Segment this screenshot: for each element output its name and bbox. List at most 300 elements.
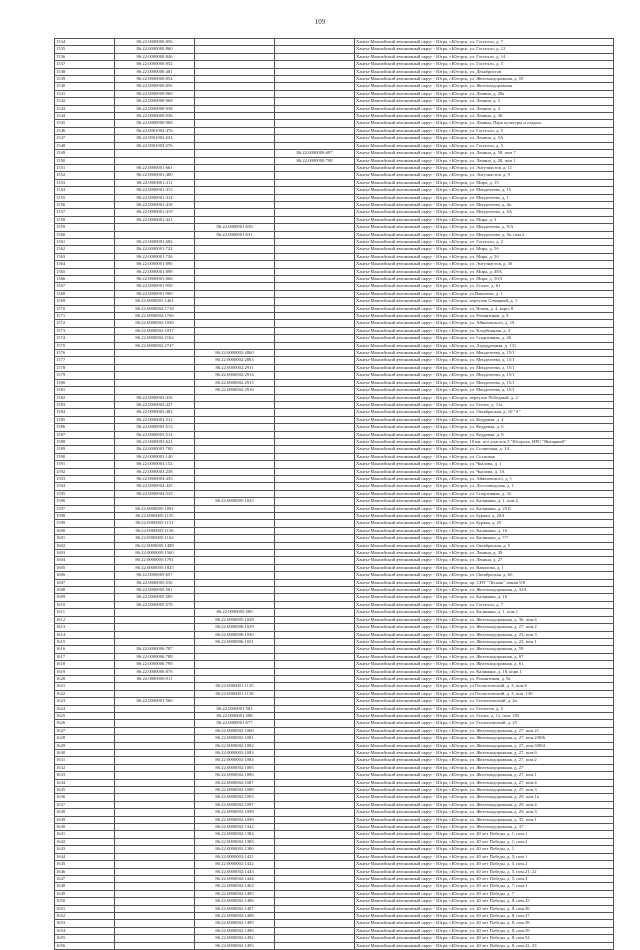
address-cell: Ханты-Мансийский автономный округ - Югра, г.Югорск, ул. Ленина, д. 39 bbox=[355, 550, 614, 557]
row-number-cell: 1652 bbox=[55, 912, 115, 919]
cadastral-number-cell: 86:22:0000001:413 bbox=[115, 187, 195, 194]
cadastral-number-cell bbox=[275, 61, 355, 68]
cadastral-number-cell bbox=[115, 231, 195, 238]
cadastral-number-cell bbox=[275, 942, 355, 949]
cadastral-number-cell: 86:22:0000001:950 bbox=[115, 283, 195, 290]
cadastral-number-cell bbox=[195, 157, 275, 164]
cadastral-number-cell bbox=[275, 187, 355, 194]
cadastral-number-cell bbox=[115, 616, 195, 623]
registry-table-body bbox=[55, 39, 614, 950]
row-number-cell: 1601 bbox=[55, 535, 115, 542]
cadastral-number-cell: 86:22:0000000:860 bbox=[115, 46, 195, 53]
cadastral-number-cell: 86:22:0000002:1093 bbox=[195, 794, 275, 801]
address-cell: Ханты-Мансийский автономный округ - Югра, г.Югорск, ул. 40 лет Победы, д. 8, пом.54 bbox=[355, 935, 614, 942]
cadastral-number-cell bbox=[115, 609, 195, 616]
row-number-cell: 1598 bbox=[55, 513, 115, 520]
table-row bbox=[55, 646, 614, 653]
row-number-cell: 1610 bbox=[55, 601, 115, 608]
cadastral-number-cell: 86:22:0000002:1087 bbox=[195, 779, 275, 786]
cadastral-number-cell bbox=[275, 113, 355, 120]
cadastral-number-cell bbox=[195, 39, 275, 46]
cadastral-number-cell bbox=[275, 424, 355, 431]
cadastral-number-cell: 86:22:0000001:419 bbox=[115, 209, 195, 216]
cadastral-number-cell bbox=[275, 594, 355, 601]
address-cell: Ханты-Мансийский автономный округ - Югра, г.Югорск, ул. Железнодорожная, д. 27, пом.3/004 bbox=[355, 742, 614, 749]
table-row bbox=[55, 283, 614, 290]
row-number-cell: 1569 bbox=[55, 298, 115, 305]
address-cell: Ханты-Мансийский автономный округ - Югра, г.Югорск, ул. Геолог, д. 11, пом. 185 bbox=[355, 712, 614, 719]
row-number-cell: 1642 bbox=[55, 838, 115, 845]
cadastral-number-cell: 86:22:0000002:1421 bbox=[195, 853, 275, 860]
address-cell: Ханты-Мансийский автономный округ - Югра, г.Югорск, ул. Менделеева, д. 9а, пом.2 bbox=[355, 231, 614, 238]
address-cell: Ханты-Мансийский автономный округ - Югра, г.Югорск, ул. 40 лет Победы, д. 5, пом.1 bbox=[355, 853, 614, 860]
cadastral-number-cell bbox=[195, 105, 275, 112]
row-number-cell: 1571 bbox=[55, 313, 115, 320]
table-row bbox=[55, 698, 614, 705]
cadastral-number-cell bbox=[195, 201, 275, 208]
cadastral-number-cell bbox=[195, 446, 275, 453]
cadastral-number-cell: 86:22:0000005:585 bbox=[115, 594, 195, 601]
cadastral-number-cell: 86:22:0000001:722 bbox=[115, 246, 195, 253]
cadastral-number-cell bbox=[195, 209, 275, 216]
cadastral-number-cell: 86:22:0000001:1135 bbox=[195, 683, 275, 690]
cadastral-number-cell bbox=[275, 638, 355, 645]
row-number-cell: 1592 bbox=[55, 468, 115, 475]
cadastral-number-cell: 86:22:0000003:482 bbox=[115, 409, 195, 416]
cadastral-number-cell bbox=[115, 809, 195, 816]
cadastral-number-cell bbox=[195, 216, 275, 223]
cadastral-number-cell bbox=[195, 98, 275, 105]
table-row bbox=[55, 557, 614, 564]
cadastral-number-cell: 86:22:0000002:1082 bbox=[195, 742, 275, 749]
table-row bbox=[55, 483, 614, 490]
cadastral-number-cell bbox=[195, 594, 275, 601]
cadastral-number-cell bbox=[195, 394, 275, 401]
address-cell: Ханты-Мансийский автономный округ - Югра, г.Югорск, ул. Энтузиастов, д. 3б bbox=[355, 261, 614, 268]
cadastral-number-cell: 86:22:0000001:411 bbox=[115, 179, 195, 186]
table-row bbox=[55, 705, 614, 712]
address-cell: Ханты-Мансийский автономный округ - Югра, г.Югорск, ул. Калинина, д. 16 bbox=[355, 527, 614, 534]
cadastral-number-cell bbox=[275, 875, 355, 882]
row-number-cell: 1575 bbox=[55, 342, 115, 349]
table-row bbox=[55, 505, 614, 512]
table-row bbox=[55, 453, 614, 460]
cadastral-number-cell: 86:22:0000006:790 bbox=[115, 661, 195, 668]
address-cell: Ханты-Мансийский автономный округ - Югра, г.Югорск, ул. Спортивная, д. 32 bbox=[355, 490, 614, 497]
table-row bbox=[55, 631, 614, 638]
row-number-cell: 1544 bbox=[55, 113, 115, 120]
row-number-cell: 1555 bbox=[55, 194, 115, 201]
table-row bbox=[55, 475, 614, 482]
cadastral-number-cell bbox=[195, 513, 275, 520]
table-row bbox=[55, 350, 614, 357]
address-cell: Ханты-Мансийский автономный округ - Югра, г.Югорск, ул. Романтиков, д. 9а bbox=[355, 675, 614, 682]
cadastral-number-cell bbox=[115, 157, 195, 164]
table-row bbox=[55, 461, 614, 468]
cadastral-number-cell bbox=[195, 335, 275, 342]
address-cell: Ханты-Мансийский автономный округ - Югра, г.Югорск, ул. Геологический, д. 25 bbox=[355, 720, 614, 727]
table-row bbox=[55, 809, 614, 816]
row-number-cell: 1564 bbox=[55, 261, 115, 268]
cadastral-number-cell bbox=[275, 861, 355, 868]
cadastral-number-cell: 86:22:0000006:787 bbox=[115, 646, 195, 653]
table-row bbox=[55, 83, 614, 90]
cadastral-number-cell bbox=[195, 135, 275, 142]
table-row bbox=[55, 127, 614, 134]
row-number-cell: 1581 bbox=[55, 387, 115, 394]
table-row bbox=[55, 727, 614, 734]
cadastral-number-cell: 86:22:0001002:476 bbox=[115, 127, 195, 134]
address-cell: Ханты-Мансийский автономный округ - Югра, г.Югорск, ул. Железнодорожная, д. 27 bbox=[355, 764, 614, 771]
address-cell: Ханты-Мансийский автономный округ - Югра, г.Югорск, ул. Кедровая, д. 4 bbox=[355, 416, 614, 423]
cadastral-number-cell bbox=[275, 201, 355, 208]
table-row bbox=[55, 498, 614, 505]
cadastral-number-cell bbox=[195, 587, 275, 594]
address-cell: Ханты-Мансийский автономный округ - Югра, г.Югорск, ул. Железнодорожная, д. 59 bbox=[355, 76, 614, 83]
row-number-cell: 1536 bbox=[55, 53, 115, 60]
cadastral-number-cell bbox=[195, 83, 275, 90]
table-row bbox=[55, 268, 614, 275]
address-cell: Ханты-Мансийский автономный округ - Югра, г.Югорск, ул. Ленина, д. 27 bbox=[355, 557, 614, 564]
row-number-cell: 1620 bbox=[55, 675, 115, 682]
table-row bbox=[55, 490, 614, 497]
cadastral-number-cell bbox=[115, 690, 195, 697]
cadastral-number-cell: 86:22:0000002:2915 bbox=[195, 379, 275, 386]
cadastral-number-cell bbox=[275, 216, 355, 223]
table-row bbox=[55, 90, 614, 97]
address-cell: Ханты-Мансийский автономный округ - Югра, г.Югорск, ул. Мира, д. 50/3 bbox=[355, 276, 614, 283]
address-cell: Ханты-Мансийский автономный округ - Югра, г.Югорск, ул. Гастелло, д. 7 bbox=[355, 601, 614, 608]
row-number-cell: 1583 bbox=[55, 401, 115, 408]
table-row bbox=[55, 187, 614, 194]
cadastral-number-cell bbox=[195, 90, 275, 97]
cadastral-number-cell bbox=[115, 705, 195, 712]
cadastral-number-cell bbox=[115, 372, 195, 379]
cadastral-number-cell bbox=[195, 601, 275, 608]
cadastral-number-cell bbox=[275, 461, 355, 468]
cadastral-number-cell bbox=[195, 253, 275, 260]
address-cell: Ханты-Мансийский автономный округ - Югра, г.Югорск, ул. Гастелло, д. 5 bbox=[355, 142, 614, 149]
table-row bbox=[55, 150, 614, 157]
row-number-cell: 1650 bbox=[55, 898, 115, 905]
table-row bbox=[55, 179, 614, 186]
cadastral-number-cell: 86:22:0000005:1028 bbox=[195, 616, 275, 623]
row-number-cell: 1628 bbox=[55, 735, 115, 742]
cadastral-number-cell bbox=[275, 579, 355, 586]
cadastral-number-cell bbox=[115, 712, 195, 719]
cadastral-number-cell bbox=[275, 653, 355, 660]
cadastral-number-cell bbox=[195, 298, 275, 305]
cadastral-number-cell bbox=[275, 76, 355, 83]
row-number-cell: 1631 bbox=[55, 757, 115, 764]
cadastral-number-cell bbox=[195, 579, 275, 586]
cadastral-number-cell bbox=[275, 735, 355, 742]
cadastral-number-cell bbox=[275, 98, 355, 105]
cadastral-number-cell: 86:22:0000006:1029 bbox=[195, 624, 275, 631]
cadastral-number-cell bbox=[195, 438, 275, 445]
table-row bbox=[55, 364, 614, 371]
cadastral-number-cell bbox=[115, 920, 195, 927]
cadastral-number-cell: 86:22:0000005:1162 bbox=[115, 535, 195, 542]
cadastral-number-cell bbox=[195, 542, 275, 549]
address-cell: Ханты-Мансийский автономный округ - Югра, г.Югорск, ул. 40 лет Победы, д. 8, пом.39 bbox=[355, 927, 614, 934]
cadastral-number-cell: 86:22:0000002:1489 bbox=[195, 920, 275, 927]
address-cell: Ханты-Мансийский автономный округ - Югра, г.Югорск, переулок Победный, д. 2 bbox=[355, 394, 614, 401]
cadastral-number-cell bbox=[275, 920, 355, 927]
row-number-cell: 1543 bbox=[55, 105, 115, 112]
cadastral-number-cell bbox=[195, 283, 275, 290]
row-number-cell: 1540 bbox=[55, 83, 115, 90]
row-number-cell: 1559 bbox=[55, 224, 115, 231]
cadastral-number-cell bbox=[275, 142, 355, 149]
table-row bbox=[55, 527, 614, 534]
cadastral-number-cell: 86:22:0000002:1443 bbox=[195, 868, 275, 875]
table-row bbox=[55, 342, 614, 349]
row-number-cell: 1634 bbox=[55, 779, 115, 786]
cadastral-number-cell: 86:22:0000001:682 bbox=[115, 238, 195, 245]
table-row bbox=[55, 661, 614, 668]
table-row bbox=[55, 164, 614, 171]
cadastral-number-cell bbox=[115, 868, 195, 875]
address-cell: Ханты-Мансийский автономный округ - Югра, г.Югорск, ул. Менделеева, д. 15/1 bbox=[355, 357, 614, 364]
row-number-cell: 1643 bbox=[55, 846, 115, 853]
cadastral-number-cell bbox=[195, 527, 275, 534]
cadastral-number-cell: 86:22:0000002:1487 bbox=[195, 905, 275, 912]
row-number-cell: 1578 bbox=[55, 364, 115, 371]
cadastral-number-cell bbox=[275, 809, 355, 816]
cadastral-number-cell bbox=[275, 268, 355, 275]
row-number-cell: 1563 bbox=[55, 253, 115, 260]
cadastral-number-cell bbox=[275, 661, 355, 668]
cadastral-number-cell bbox=[275, 801, 355, 808]
row-number-cell: 1626 bbox=[55, 720, 115, 727]
table-row bbox=[55, 298, 614, 305]
address-cell: Ханты-Мансийский автономный округ - Югра, г.Югорск, пр. СНТ "Лесник" линия 9/8 bbox=[355, 579, 614, 586]
row-number-cell: 1570 bbox=[55, 305, 115, 312]
row-number-cell: 1567 bbox=[55, 283, 115, 290]
row-number-cell: 1614 bbox=[55, 631, 115, 638]
address-cell: Ханты-Мансийский автономный округ - Югра, г.Югорск, ул. Калинина, д. 1, пом.1 bbox=[355, 609, 614, 616]
cadastral-number-cell bbox=[195, 409, 275, 416]
row-number-cell: 1580 bbox=[55, 379, 115, 386]
cadastral-number-cell: 86:22:0000001:480 bbox=[115, 172, 195, 179]
table-row bbox=[55, 564, 614, 571]
cadastral-number-cell bbox=[275, 631, 355, 638]
table-row bbox=[55, 98, 614, 105]
cadastral-number-cell: 86:22:0000005:1488 bbox=[115, 542, 195, 549]
cadastral-number-cell: 86:22:0000002:1492 bbox=[195, 935, 275, 942]
address-cell: Ханты-Мансийский автономный округ - Югра, г.Югорск, ул. Геологов, д. 5 bbox=[355, 705, 614, 712]
row-number-cell: 1546 bbox=[55, 127, 115, 134]
row-number-cell: 1605 bbox=[55, 564, 115, 571]
cadastral-number-cell bbox=[275, 238, 355, 245]
table-row bbox=[55, 320, 614, 327]
cadastral-number-cell: 86:22:0000005:580 bbox=[195, 609, 275, 616]
row-number-cell: 1619 bbox=[55, 668, 115, 675]
cadastral-number-cell: 86:22:0000003:514 bbox=[115, 431, 195, 438]
cadastral-number-cell bbox=[115, 846, 195, 853]
cadastral-number-cell: 86:22:0000002:2162 bbox=[115, 335, 195, 342]
cadastral-number-cell: 86:22:0000000:697 bbox=[275, 150, 355, 157]
cadastral-number-cell: 86:22:0000001:582 bbox=[195, 705, 275, 712]
cadastral-number-cell: 86:22:0000002:1442 bbox=[195, 861, 275, 868]
row-number-cell: 1630 bbox=[55, 750, 115, 757]
cadastral-number-cell: 86:22:0000000:708 bbox=[275, 157, 355, 164]
cadastral-number-cell: 86:22:0000001:566 bbox=[115, 698, 195, 705]
cadastral-number-cell bbox=[275, 513, 355, 520]
cadastral-number-cell: 86:22:0000006:911 bbox=[115, 675, 195, 682]
cadastral-number-cell bbox=[115, 750, 195, 757]
address-cell: Ханты-Мансийский автономный округ - Югра, г.Югорск, ул. Железнодорожная, д. 33А bbox=[355, 587, 614, 594]
address-cell: Ханты-Мансийский автономный округ - Югра, г.Югорск, ул. Мира, д. 3 bbox=[355, 216, 614, 223]
row-number-cell: 1585 bbox=[55, 416, 115, 423]
cadastral-number-cell bbox=[275, 587, 355, 594]
row-number-cell: 1597 bbox=[55, 505, 115, 512]
address-cell: Ханты-Мансийский автономный округ - Югра, г.Югорск, ул. Железнодорожная, д. 23, пом.1 bbox=[355, 638, 614, 645]
cadastral-number-cell bbox=[115, 787, 195, 794]
address-cell: Ханты-Мансийский автономный округ - Югра, г.Югорск, ул. 40 лет Победы, д. 1, пом.1 bbox=[355, 831, 614, 838]
cadastral-number-cell bbox=[275, 898, 355, 905]
row-number-cell: 1612 bbox=[55, 616, 115, 623]
row-number-cell: 1600 bbox=[55, 527, 115, 534]
cadastral-number-cell bbox=[195, 113, 275, 120]
table-row bbox=[55, 542, 614, 549]
row-number-cell: 1542 bbox=[55, 98, 115, 105]
cadastral-number-cell bbox=[115, 735, 195, 742]
cadastral-number-cell bbox=[275, 764, 355, 771]
cadastral-number-cell: 86:22:0000002:1766 bbox=[115, 313, 195, 320]
cadastral-number-cell bbox=[115, 757, 195, 764]
cadastral-number-cell: 86:22:0000002:1385 bbox=[195, 838, 275, 845]
cadastral-number-cell bbox=[275, 475, 355, 482]
cadastral-number-cell: 86:22:0001002:634 bbox=[115, 135, 195, 142]
row-number-cell: 1584 bbox=[55, 409, 115, 416]
row-number-cell: 1547 bbox=[55, 135, 115, 142]
table-row bbox=[55, 253, 614, 260]
address-cell: Ханты-Мансийский автономный округ - Югра, г.Югорск, ул. 40 лет Победы, д. 8, пом.35 bbox=[355, 898, 614, 905]
table-row bbox=[55, 927, 614, 934]
cadastral-number-cell bbox=[275, 905, 355, 912]
cadastral-number-cell bbox=[115, 942, 195, 949]
cadastral-number-cell bbox=[275, 712, 355, 719]
cadastral-number-cell: 86:22:0000003:427 bbox=[115, 401, 195, 408]
cadastral-number-cell bbox=[115, 727, 195, 734]
row-number-cell: 1625 bbox=[55, 712, 115, 719]
cadastral-number-cell bbox=[275, 290, 355, 297]
cadastral-number-cell: 86:22:0000006:1031 bbox=[195, 638, 275, 645]
table-row bbox=[55, 757, 614, 764]
table-row bbox=[55, 105, 614, 112]
address-cell: Ханты-Мансийский автономный округ - Югра, г.Югорск, ул. Железнодорожная, д. 27, пом.1 bbox=[355, 772, 614, 779]
cadastral-number-cell bbox=[275, 357, 355, 364]
address-cell: Ханты-Мансийский автономный округ - Югра, г.Югорск, ул. Менделеева, д. 15/1 bbox=[355, 350, 614, 357]
cadastral-number-cell bbox=[115, 683, 195, 690]
cadastral-number-cell: 86:22:0000002:1718 bbox=[115, 305, 195, 312]
table-row bbox=[55, 68, 614, 75]
row-number-cell: 1636 bbox=[55, 794, 115, 801]
cadastral-number-cell bbox=[195, 313, 275, 320]
address-cell: Ханты-Мансийский автономный округ - Югра, г.Югорск, ул. Ленина, д. 5 bbox=[355, 98, 614, 105]
cadastral-number-cell bbox=[195, 268, 275, 275]
cadastral-number-cell: 86:22:0000001:421 bbox=[115, 216, 195, 223]
cadastral-number-cell: 86:22:0000001:661 bbox=[115, 164, 195, 171]
address-cell: Ханты-Мансийский автономный округ - Югра, г.Югорск, ул. Железнодорожная, д. 27, пом.2/006 bbox=[355, 735, 614, 742]
cadastral-number-cell: 86:22:0000005:1156 bbox=[115, 527, 195, 534]
cadastral-number-cell: 86:22:0000001:980 bbox=[115, 290, 195, 297]
cadastral-number-cell: 86:22:0000002:2911 bbox=[195, 364, 275, 371]
address-cell: Ханты-Мансийский автономный округ - Югра, г.Югорск, ул. Калинина, д. 25 Б bbox=[355, 505, 614, 512]
cadastral-number-cell bbox=[275, 164, 355, 171]
row-number-cell: 1594 bbox=[55, 483, 115, 490]
address-cell: Ханты-Мансийский автономный округ - Югра, г.Югорск, ул. Энтузиастов, д. 11 bbox=[355, 164, 614, 171]
cadastral-number-cell bbox=[275, 253, 355, 260]
address-cell: Ханты-Мансийский автономный округ - Югра, г.Югорск, ул. Чкалова, д. 1А bbox=[355, 468, 614, 475]
table-row bbox=[55, 668, 614, 675]
row-number-cell: 1556 bbox=[55, 201, 115, 208]
address-cell: Ханты-Мансийский автономный округ - Югра, г.Югорск, ул.Вавилова, д. 1 bbox=[355, 290, 614, 297]
cadastral-number-cell bbox=[195, 179, 275, 186]
table-row bbox=[55, 372, 614, 379]
table-row bbox=[55, 779, 614, 786]
address-cell: Ханты-Мансийский автономный округ - Югра, г.Югорск, ул. 40 лет Победы, д. 8, пом.38 bbox=[355, 920, 614, 927]
address-cell: Ханты-Мансийский автономный округ - Югра, г.Югорск, ул. Ленина, д. 28, пом.1 bbox=[355, 157, 614, 164]
row-number-cell: 1647 bbox=[55, 875, 115, 882]
property-registry-table bbox=[54, 38, 614, 950]
cadastral-number-cell bbox=[275, 90, 355, 97]
cadastral-number-cell: 86:22:0000000:936 bbox=[115, 113, 195, 120]
row-number-cell: 1551 bbox=[55, 164, 115, 171]
cadastral-number-cell: 86:22:0000001:866 bbox=[115, 276, 195, 283]
cadastral-number-cell bbox=[115, 853, 195, 860]
cadastral-number-cell bbox=[275, 416, 355, 423]
cadastral-number-cell bbox=[275, 39, 355, 46]
row-number-cell: 1549 bbox=[55, 150, 115, 157]
address-cell: Ханты-Мансийский автономный округ - Югра, г.Югорск, ул. 40 лет Победы, д. 1, пом.2 bbox=[355, 838, 614, 845]
table-row bbox=[55, 246, 614, 253]
cadastral-number-cell bbox=[275, 794, 355, 801]
cadastral-number-cell bbox=[115, 794, 195, 801]
address-cell: Ханты-Мансийский автономный округ - Югра, г.Югорск, ул. Железнодорожная, д. 23, пом.3 bbox=[355, 631, 614, 638]
cadastral-number-cell bbox=[195, 53, 275, 60]
address-cell: Ханты-Мансийский автономный округ - Югра, г.Югорск, ул. Железнодорожная, д. 59 bbox=[355, 646, 614, 653]
table-row bbox=[55, 520, 614, 527]
cadastral-number-cell bbox=[115, 816, 195, 823]
row-number-cell: 1637 bbox=[55, 801, 115, 808]
cadastral-number-cell bbox=[195, 342, 275, 349]
row-number-cell: 1552 bbox=[55, 172, 115, 179]
table-row bbox=[55, 764, 614, 771]
cadastral-number-cell bbox=[275, 868, 355, 875]
table-row bbox=[55, 846, 614, 853]
cadastral-number-cell bbox=[115, 883, 195, 890]
table-row bbox=[55, 787, 614, 794]
cadastral-number-cell: 86:22:0000002:1462 bbox=[195, 883, 275, 890]
row-number-cell: 1558 bbox=[55, 216, 115, 223]
cadastral-number-cell bbox=[275, 127, 355, 134]
cadastral-number-cell: 86:22:0000005:657 bbox=[115, 572, 195, 579]
cadastral-number-cell bbox=[115, 935, 195, 942]
row-number-cell: 1640 bbox=[55, 824, 115, 831]
table-row bbox=[55, 720, 614, 727]
address-cell: Ханты-Мансийский автономный округ - Югра, г.Югорск, ул. Аэродромная, д. 131 bbox=[355, 342, 614, 349]
cadastral-number-cell bbox=[275, 438, 355, 445]
cadastral-number-cell bbox=[275, 194, 355, 201]
address-cell: Ханты-Мансийский автономный округ - Югра, г.Югорск, ул. 40 лет Победы, д. 7, пом.1 bbox=[355, 883, 614, 890]
cadastral-number-cell bbox=[275, 209, 355, 216]
cadastral-number-cell bbox=[275, 742, 355, 749]
cadastral-number-cell: 86:22:0000001:630 bbox=[195, 224, 275, 231]
table-row bbox=[55, 209, 614, 216]
